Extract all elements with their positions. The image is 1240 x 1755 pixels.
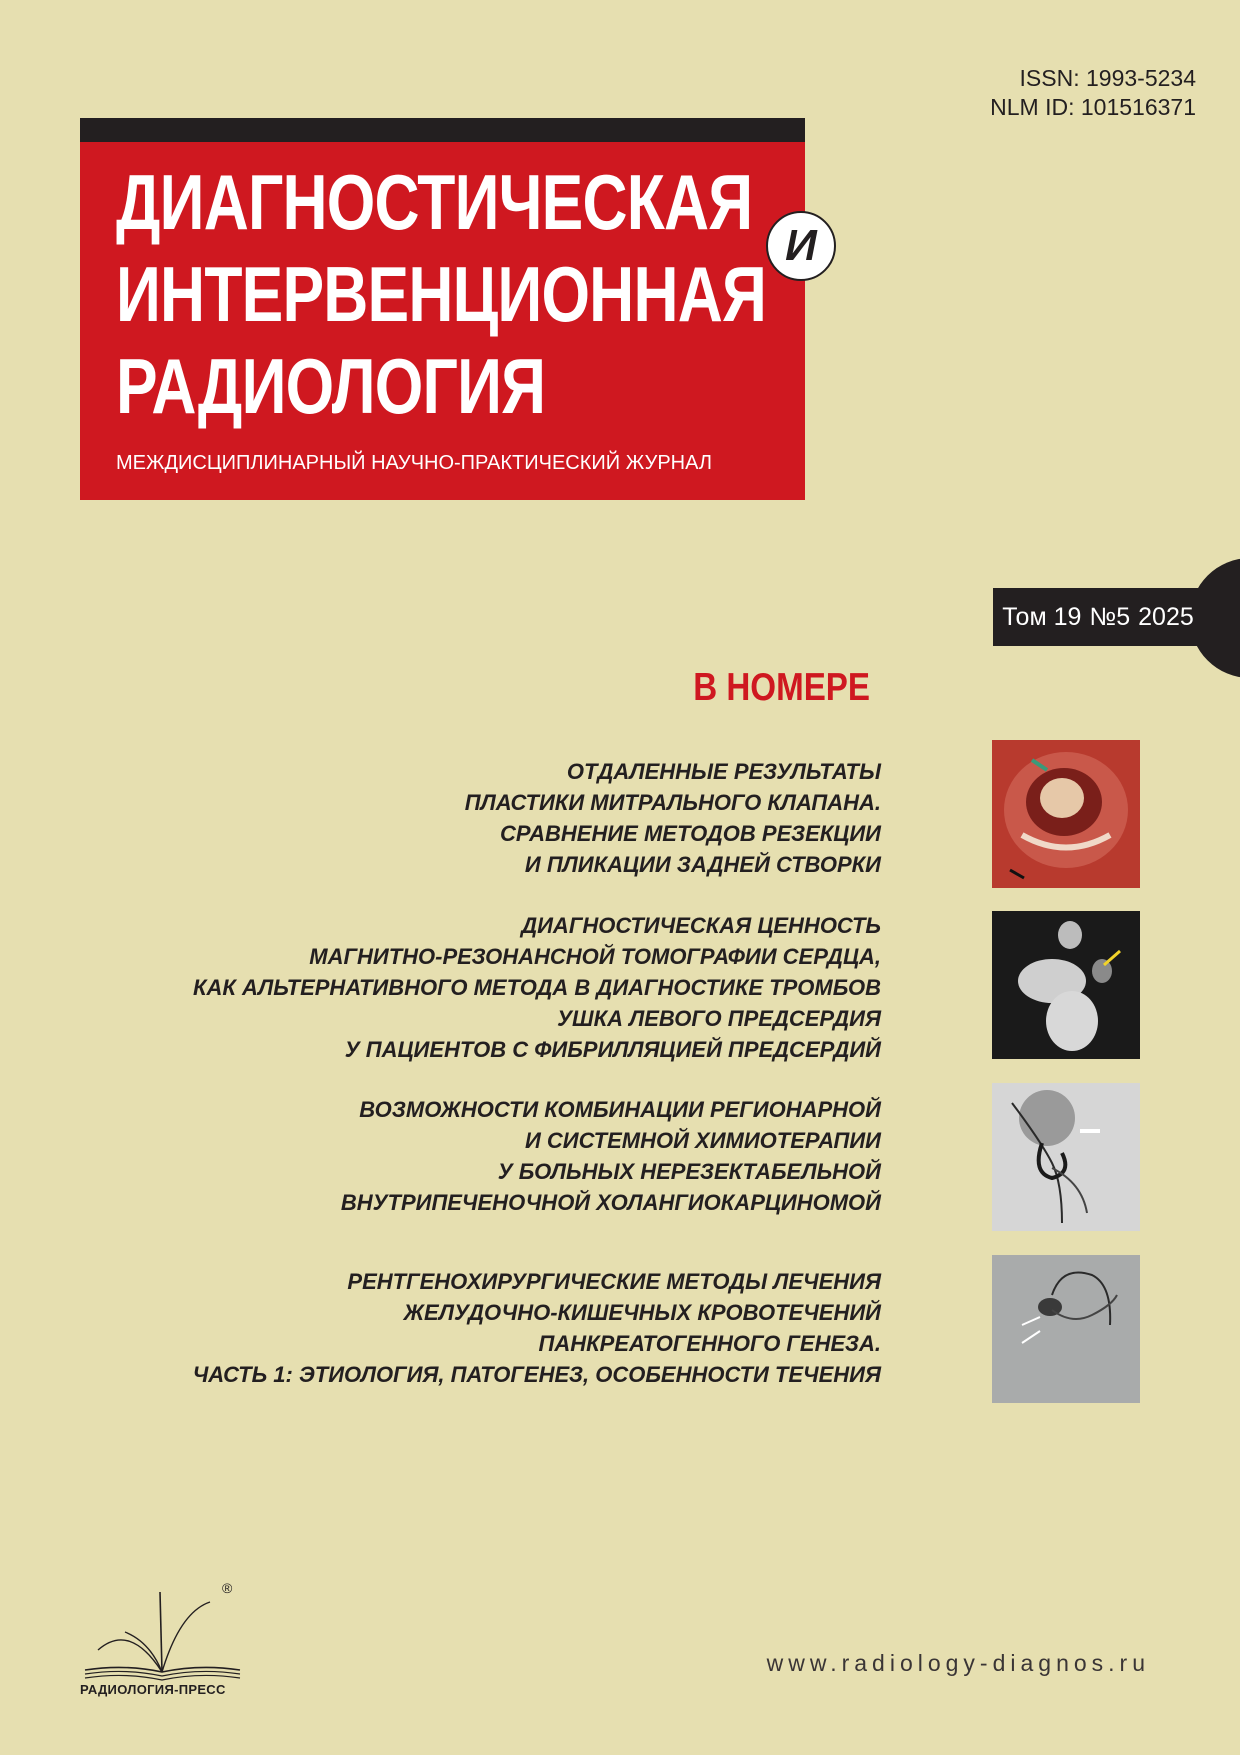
article-2-line: КАК АЛЬТЕРНАТИВНОГО МЕТОДА В ДИАГНОСТИКЕ ТРОМБОВ	[192, 975, 881, 1000]
article-3-line: ВОЗМОЖНОСТИ КОМБИНАЦИИ РЕГИОНАРНОЙ	[359, 1097, 881, 1122]
in-issue-heading: В НОМЕРЕ	[693, 666, 870, 709]
publisher-name: РАДИОЛОГИЯ-ПРЕСС	[80, 1682, 226, 1697]
title-line-3: РАДИОЛОГИЯ	[116, 342, 546, 430]
issue-number: №5	[1089, 602, 1131, 631]
article-1-line: ПЛАСТИКИ МИТРАЛЬНОГО КЛАПАНА.	[464, 790, 881, 815]
article-4[interactable]	[21, 1266, 881, 1390]
article-3-line: У БОЛЬНЫХ НЕРЕЗЕКТАБЕЛЬНОЙ	[497, 1159, 881, 1184]
issn-number: ISSN: 1993-5234	[1019, 65, 1196, 91]
article-1-image	[992, 740, 1140, 888]
publisher-logo	[80, 1582, 250, 1692]
article-2-image	[992, 911, 1140, 1059]
title-top-bar	[80, 118, 805, 142]
journal-title-block	[80, 118, 805, 500]
volume-number: Том 19	[1002, 602, 1082, 631]
article-4-line: РЕНТГЕНОХИРУРГИЧЕСКИЕ МЕТОДЫ ЛЕЧЕНИЯ	[347, 1269, 881, 1294]
volume-issue-badge	[993, 588, 1203, 646]
journal-title	[116, 156, 796, 432]
article-2-line: ДИАГНОСТИЧЕСКАЯ ЦЕННОСТЬ	[521, 913, 881, 938]
article-2-line: УШКА ЛЕВОГО ПРЕДСЕРДИЯ	[557, 1006, 881, 1031]
journal-subtitle: МЕЖДИСЦИПЛИНАРНЫЙ НАУЧНО-ПРАКТИЧЕСКИЙ ЖУРНАЛ	[116, 452, 713, 474]
article-1-line: СРАВНЕНИЕ МЕТОДОВ РЕЗЕКЦИИ	[499, 821, 881, 846]
article-3-line: ВНУТРИПЕЧЕНОЧНОЙ ХОЛАНГИОКАРЦИНОМОЙ	[340, 1190, 881, 1215]
and-badge: И	[766, 211, 836, 281]
nlm-id: NLM ID: 101516371	[990, 94, 1196, 120]
article-1-line: И ПЛИКАЦИИ ЗАДНЕЙ СТВОРКИ	[524, 852, 881, 877]
issue-year: 2025	[1138, 602, 1194, 631]
issn-block	[990, 64, 1196, 122]
article-2[interactable]	[21, 910, 881, 1065]
registered-mark: ®	[222, 1580, 233, 1596]
title-line-2: ИНТЕРВЕНЦИОННАЯ	[116, 250, 767, 338]
title-line-1: ДИАГНОСТИЧЕСКАЯ	[116, 158, 753, 246]
article-4-line: ЖЕЛУДОЧНО-КИШЕЧНЫХ КРОВОТЕЧЕНИЙ	[403, 1300, 881, 1325]
article-2-line: МАГНИТНО-РЕЗОНАНСНОЙ ТОМОГРАФИИ СЕРДЦА,	[309, 944, 881, 969]
article-3[interactable]	[21, 1094, 881, 1218]
article-4-image	[992, 1255, 1140, 1403]
article-1[interactable]	[21, 756, 881, 880]
article-3-line: И СИСТЕМНОЙ ХИМИОТЕРАПИИ	[524, 1128, 881, 1153]
article-2-line: У ПАЦИЕНТОВ С ФИБРИЛЛЯЦИЕЙ ПРЕДСЕРДИЙ	[344, 1037, 881, 1062]
article-4-line: ПАНКРЕАТОГЕННОГО ГЕНЕЗА.	[538, 1331, 881, 1356]
article-1-line: ОТДАЛЕННЫЕ РЕЗУЛЬТАТЫ	[566, 759, 881, 784]
article-4-line: ЧАСТЬ 1: ЭТИОЛОГИЯ, ПАТОГЕНЕЗ, ОСОБЕННОСТИ ТЕЧЕНИЯ	[192, 1362, 881, 1387]
website-url[interactable]: www.radiology-diagnos.ru	[766, 1650, 1150, 1676]
article-3-image	[992, 1083, 1140, 1231]
